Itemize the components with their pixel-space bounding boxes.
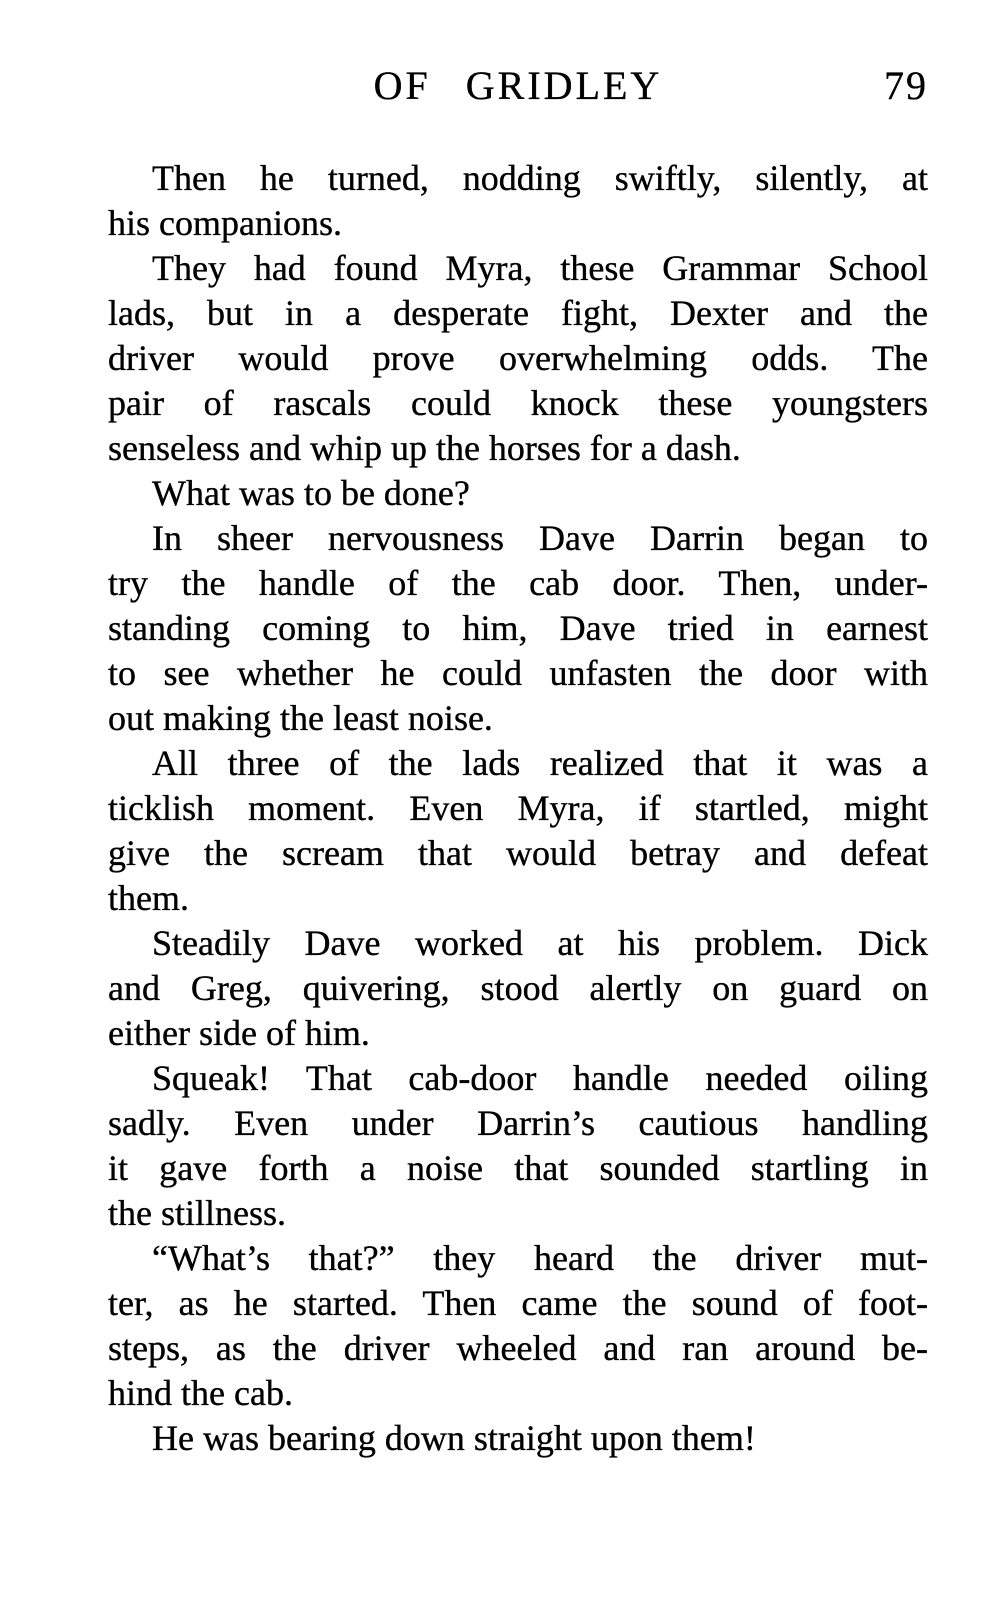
text-line: Squeak! That cab-door handle needed oiling (152, 1058, 928, 1098)
text-line: and Greg, quivering, stood alertly on guard on (108, 968, 928, 1008)
paragraph (108, 156, 928, 246)
paragraph (108, 516, 928, 741)
text-line: either side of him. (108, 1013, 370, 1053)
paragraph (108, 1416, 928, 1461)
text-line: lads, but in a desperate fight, Dexter and the (108, 293, 928, 333)
text-line: “What’s that?” they heard the driver mut- (152, 1238, 928, 1278)
text-line: the stillness. (108, 1193, 286, 1233)
text-line: He was bearing down straight upon them! (152, 1418, 756, 1458)
running-header (108, 63, 928, 112)
text-line: They had found Myra, these Grammar School (152, 248, 928, 288)
text-line: ticklish moment. Even Myra, if startled, might (108, 788, 928, 828)
text-line: give the scream that would betray and defeat (108, 833, 928, 873)
paragraph (108, 741, 928, 921)
text-line: Then he turned, nodding swiftly, silently, at (152, 158, 928, 198)
text-line: to see whether he could unfasten the door with (108, 653, 928, 693)
text-line: it gave forth a noise that sounded startling in (108, 1148, 928, 1188)
text-line: steps, as the driver wheeled and ran around be- (108, 1328, 928, 1368)
text-line: Steadily Dave worked at his problem. Dick (152, 923, 928, 963)
paragraph (108, 471, 928, 516)
text-line: hind the cab. (108, 1373, 293, 1413)
text-line: them. (108, 878, 189, 918)
text-line: try the handle of the cab door. Then, under- (108, 563, 928, 603)
text-line: All three of the lads realized that it was a (152, 743, 928, 783)
text-line: out making the least noise. (108, 698, 493, 738)
text-line: standing coming to him, Dave tried in earnest (108, 608, 928, 648)
paragraph (108, 246, 928, 471)
text-line: In sheer nervousness Dave Darrin began to (152, 518, 928, 558)
text-line: senseless and whip up the horses for a dash. (108, 428, 741, 468)
body-text (108, 156, 928, 1461)
page-header-title: OF GRIDLEY (373, 63, 663, 108)
page-number: 79 (884, 63, 928, 108)
text-line: What was to be done? (152, 473, 470, 513)
text-line: driver would prove overwhelming odds. The (108, 338, 928, 378)
paragraph (108, 1056, 928, 1236)
text-line: ter, as he started. Then came the sound of foot- (108, 1283, 928, 1323)
text-line: pair of rascals could knock these youngsters (108, 383, 928, 423)
paragraph (108, 1236, 928, 1416)
text-line: sadly. Even under Darrin’s cautious handling (108, 1103, 928, 1143)
text-line: his companions. (108, 203, 342, 243)
paragraph (108, 921, 928, 1056)
